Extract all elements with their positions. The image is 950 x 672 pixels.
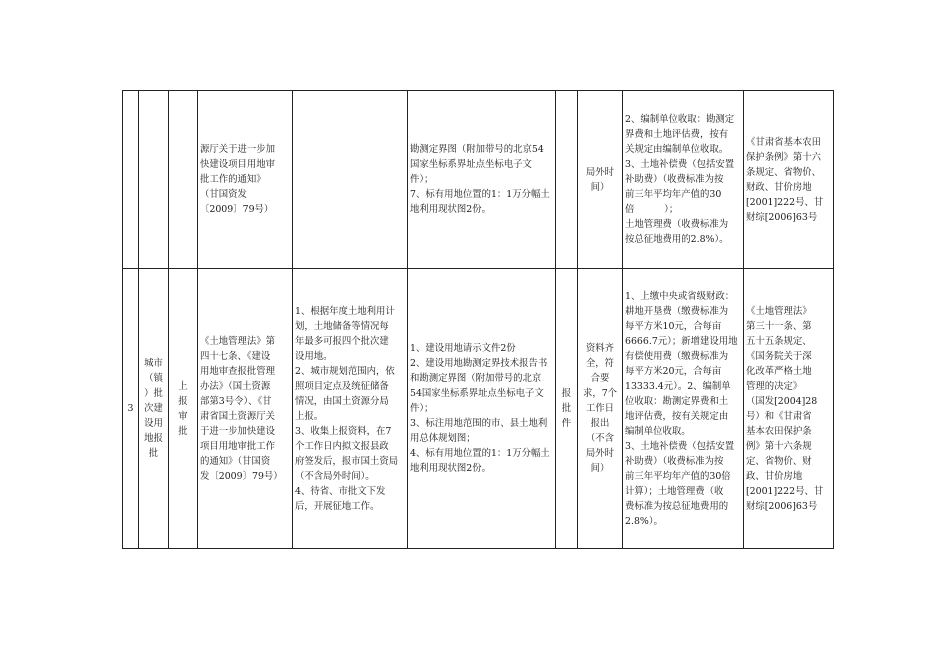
item-cell — [139, 91, 169, 269]
fees-cell: 1、上缴中央或省级财政： 耕地开垦费（缴费标准为 每平方米10元，合每亩 6666.7元）；新增建设用地 有偿使用费（缴费标准为 每平方米20元，合每亩 13333.4元）。2、编制单 位收取：勘测定界费和土 地评估费，按有关规定由 编制单位收取。 3、土地补偿费（包括安置 补助费）（收费标准为按 前三年平均年产值的30倍 计算）；土地管理费（收 费标准为按总征地费用的 2.8%）。 — [623, 269, 744, 549]
item-cell: 城市 （镇 ）批 次建 设用 地报 批 — [139, 269, 169, 549]
stage-cell — [169, 91, 198, 269]
fee-basis-cell: 《土地管理法》 第三十一条、第 五十五条规定、 《国务院关于深 化改革严格土地 管理的决定》 （国发[2004]28 号）和《甘肃省 基本农田保护条 例》第十六条规 定、省物价、财 政、甘价房地 [2001]222号、甘 财综[2006]63号 — [744, 269, 834, 549]
seq-cell — [123, 91, 139, 269]
flow-cell: 1、根据年度土地利用计 划，土地储备等情况每 年最多可报四个批次建 设用地。 2、城市规划范围内，依 照项目定点及统征储备 情况，由国土资源分局 上报。 3、收集上报资料，在7 个工作日内拟文报县政 府签发后，报市国土资局 （不含局外时间）。 4、待省、市批文下发 后，开展征地工作。 — [293, 269, 408, 549]
fee-basis-cell: 《甘肃省基本农田 保护条例》第十六 条规定、省物价、 财政、甘价房地 [2001]222号、甘 财综[2006]63号 — [744, 91, 834, 269]
materials-cell: 勘测定界图（附加带号的北京54 国家坐标系界址点坐标电子文 件）； 7、标有用地位置的1：1万分幅土 地利用现状图2份。 — [408, 91, 556, 269]
land-approval-table — [122, 90, 834, 549]
stage-cell: 上 报 审 批 — [169, 269, 198, 549]
flow-cell — [293, 91, 408, 269]
time-limit-cell: 局外时 间） — [578, 91, 623, 269]
basis-cell: 源厅关于进一步加 快建设项目用地审 批工作的通知》 （甘国资发 〔2009〕79号） — [198, 91, 293, 269]
materials-cell: 1、建设用地请示文件2份 2、建设用地勘测定界技术报告书 和勘测定界图（附加带号的北京 54国家坐标系界址点坐标电子文 件）； 3、标注用地范围的市、县土地利 用总体规划图； 4、标有用地位置的1：1万分幅土 地利用现状图2份。 — [408, 269, 556, 549]
approval-cell: 报 批 件 — [556, 269, 578, 549]
seq-cell: 3 — [123, 269, 139, 549]
table-row — [123, 91, 834, 269]
fees-cell: 2、编制单位收取：勘测定 界费和土地评估费，按有 关规定由编制单位收取。 3、土地补偿费（包括安置 补助费）（收费标准为按 前三年平均年产值的30 倍 ）； 土地管理费（收费标准为 按总征地费用的2.8%）。 — [623, 91, 744, 269]
time-limit-cell: 资料齐 全，符 合要 求，7个 工作日 报出 （不含 局外时 间） — [578, 269, 623, 549]
basis-cell: 《土地管理法》第 四十七条、《建设 用地审查报批管理 办法》（国土资源 部第3号令）、《甘 肃省国土资源厅关 于进一步加快建设 项目用地审批工作 的通知》（甘国资 发〔2009〕79号） — [198, 269, 293, 549]
table-row — [123, 269, 834, 549]
approval-cell — [556, 91, 578, 269]
